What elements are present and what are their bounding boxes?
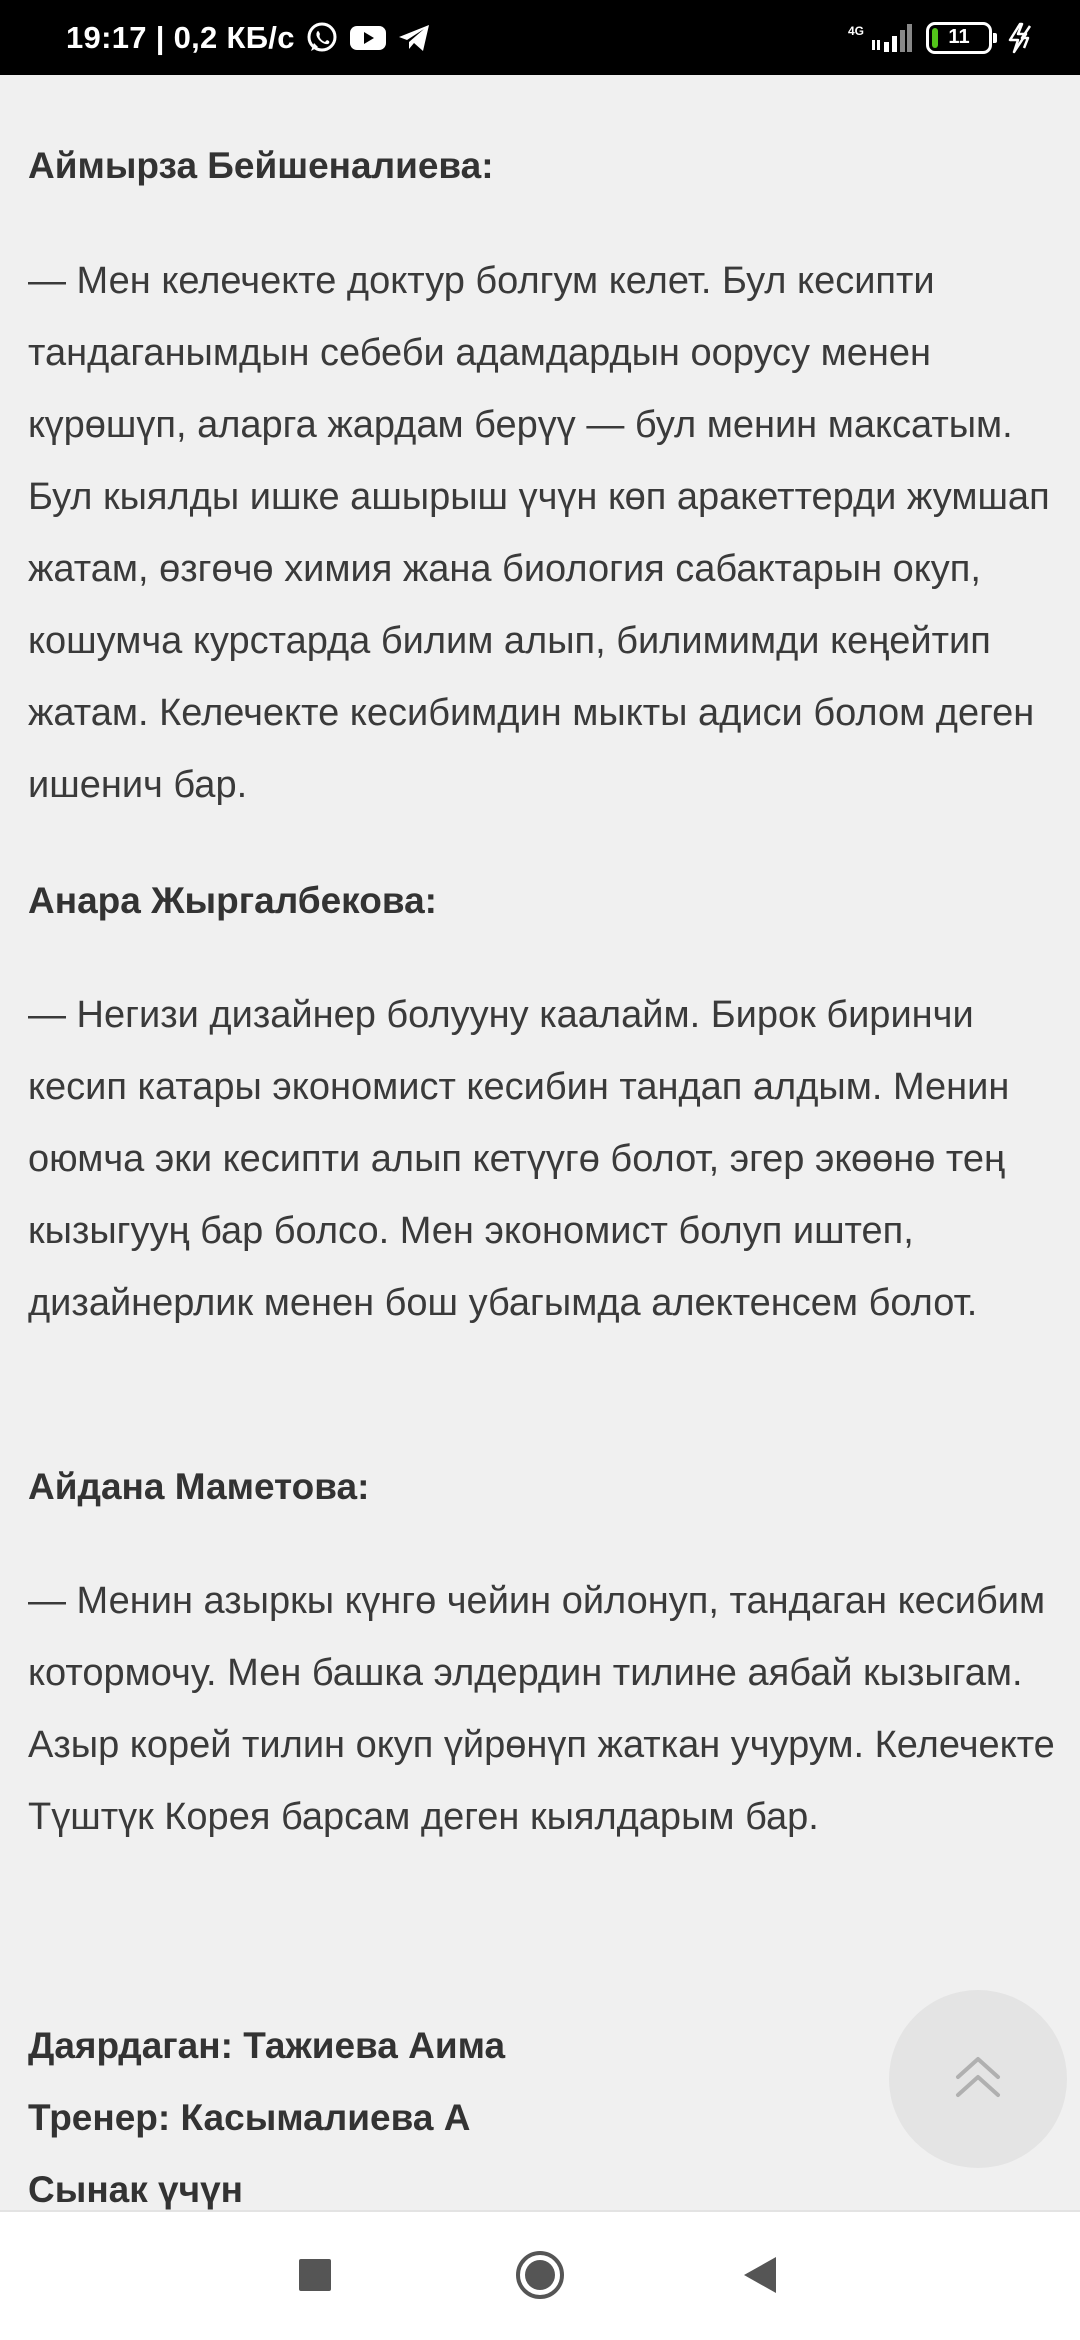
nav-back-button[interactable]	[715, 2232, 805, 2322]
charging-icon	[1006, 22, 1036, 54]
status-bar	[0, 0, 1080, 75]
speaker-name: Айдана Маметова:	[28, 1466, 370, 1507]
circle-icon	[514, 2249, 566, 2306]
status-time-speed: 19:17 | 0,2 КБ/с	[66, 19, 295, 55]
battery-level	[932, 28, 938, 48]
nav-home-button[interactable]	[495, 2232, 585, 2322]
speaker-name: Аймырза Бейшеналиева:	[28, 145, 494, 186]
nav-recents-button[interactable]	[270, 2232, 360, 2322]
telegram-icon	[397, 23, 431, 53]
double-chevron-up-icon	[952, 2051, 1004, 2108]
network-type: 4G	[847, 23, 864, 38]
square-icon	[298, 2258, 332, 2297]
credit-for: Сынак үчүн	[28, 2169, 244, 2210]
speaker-quote: — Негизи дизайнер болууну каалайм. Бирок биринчи кесип катары экономист кесибин тандап алдым. Менин оюмча эки кесипти алып кетүүгө болот, эгер экөөнө тең кызыгууң бар болсо. Мен экономист болуп иштеп, дизайнерлик менен бош убагымда алектенсем болот.	[28, 994, 1010, 1324]
signal-icon	[872, 22, 912, 54]
whatsapp-icon	[305, 21, 339, 55]
credit-prepared-by: Даярдаган: Тажиева Аима	[28, 2025, 506, 2066]
credit-trainer: Тренер: Касымалиева А	[28, 2097, 471, 2138]
system-nav-bar	[0, 2210, 1080, 2340]
status-right	[848, 22, 1036, 54]
scroll-to-top-button[interactable]	[889, 1990, 1067, 2168]
speaker-quote: — Мен келечекте доктур болгум келет. Бул кесипти тандаганымдын себеби адамдардын оорусу менен күрөшүп, аларга жардам берүү — бул менин максатым. Бул кыялды ишке ашырыш үчүн көп аракеттерди жумшап жатам, өзгөчө химия жана биология сабактарын окуп, кошумча курстарда билим алып, билимимди кеңейтип жатам. Келечекте кесибимдин мыкты адиси болом деген ишенич бар.	[28, 260, 1050, 806]
battery-indicator	[926, 22, 992, 54]
youtube-icon	[349, 24, 387, 52]
battery-percent: 11	[948, 26, 970, 48]
status-left	[66, 20, 431, 56]
speaker-quote: — Менин азыркы күнгө чейин ойлонуп, тандаган кесибим котормочу. Мен башка элдердин тилине аябай кызыгам. Азыр корей тилин окуп үйрөнүп жаткан учурум. Келечекте Түштүк Корея барсам деген кыялдарым бар.	[28, 1580, 1055, 1838]
speaker-name: Анара Жыргалбекова:	[28, 880, 437, 921]
triangle-back-icon	[740, 2255, 780, 2300]
article-credits	[28, 2010, 505, 2226]
